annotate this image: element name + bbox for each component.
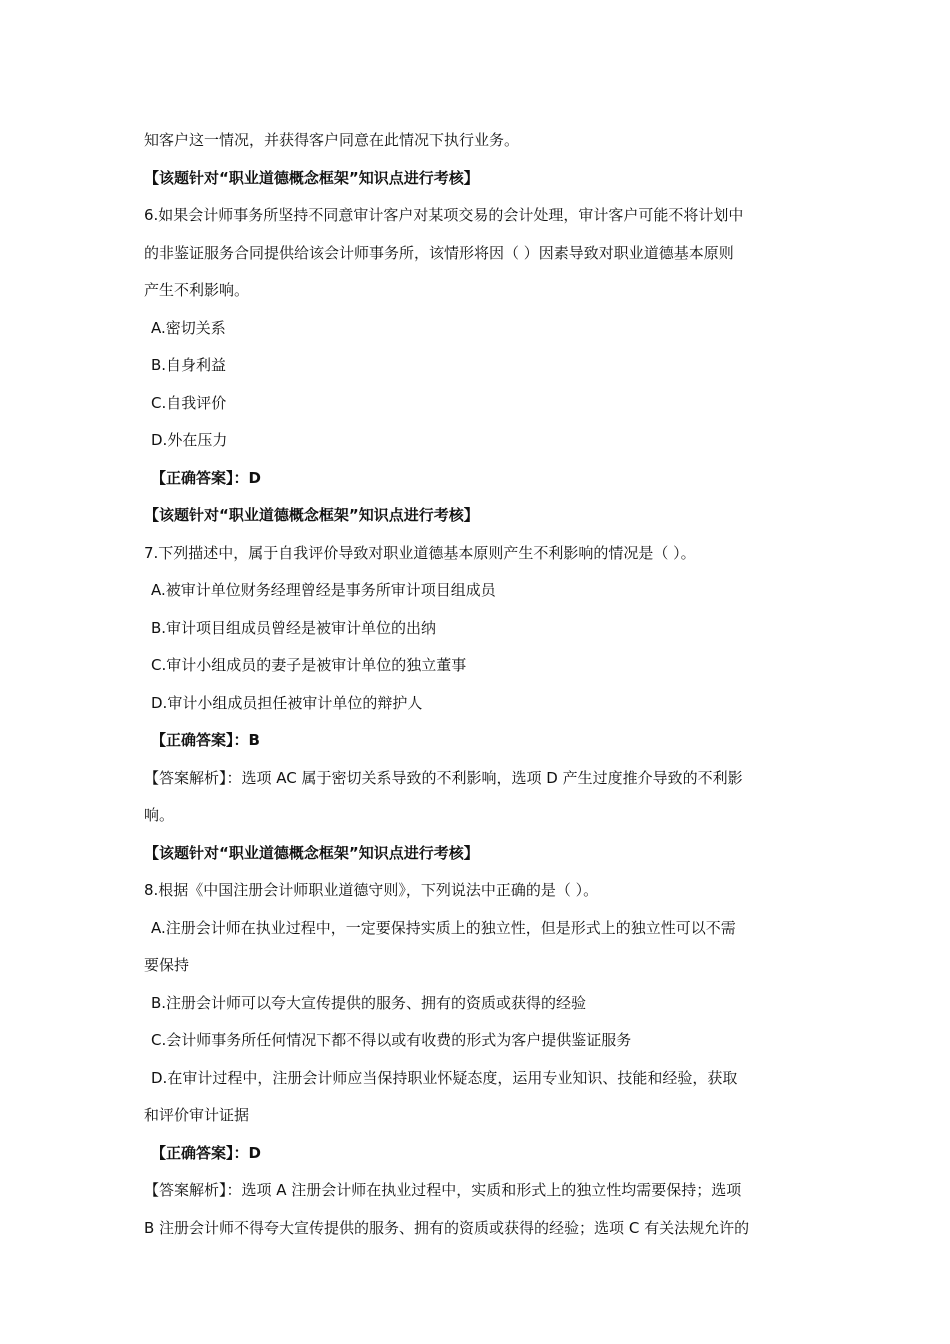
question-7-option-b: B.审计项目组成员曾经是被审计单位的出纳: [151, 618, 437, 637]
question-7-option-a: A.被审计单位财务经理曾经是事务所审计项目组成员: [151, 581, 496, 599]
question-8-analysis: 【答案解析】：选项 A 注册会计师在执业过程中，实质和形式上的独立性均需要保持；选项: [144, 1181, 742, 1199]
question-6-option-a: A.密切关系: [151, 318, 226, 337]
question-8-analysis: B 注册会计师不得夸大宣传提供的服务、拥有的资质或获得的经验；选项 C 有关法规允许的: [144, 1218, 750, 1237]
question-6-stem: 产生不利影响。: [144, 281, 250, 299]
question-7-answer: 【正确答案】：B: [151, 731, 260, 749]
question-7-option-c: C.审计小组成员的妻子是被审计单位的独立董事: [151, 656, 467, 674]
question-6-stem: 的非鉴证服务合同提供给该会计师事务所，该情形将因（ ）因素导致对职业道德基本原则: [144, 243, 734, 262]
question-6-answer: 【正确答案】：D: [151, 468, 261, 487]
question-6-option-b: B.自身利益: [151, 356, 227, 374]
document-page: [144, 122, 814, 1247]
question-6-option-c: C.自我评价: [151, 393, 227, 412]
question-7-option-d: D.审计小组成员担任被审计单位的辩护人: [151, 693, 423, 712]
question-8-answer: 【正确答案】：D: [151, 1143, 261, 1162]
topic-note: 【该题针对“职业道德概念框架”知识点进行考核】: [144, 168, 479, 187]
text-line: 知客户这一情况，并获得客户同意在此情况下执行业务。: [144, 131, 520, 149]
question-8-option-b: B.注册会计师可以夸大宣传提供的服务、拥有的资质或获得的经验: [151, 993, 587, 1012]
question-7-stem: 7.下列描述中，属于自我评价导致对职业道德基本原则产生不利影响的情况是（ ）。: [144, 543, 696, 562]
topic-note: 【该题针对“职业道德概念框架”知识点进行考核】: [144, 506, 479, 524]
topic-note: 【该题针对“职业道德概念框架”知识点进行考核】: [144, 843, 479, 862]
question-8-option-d: 和评价审计证据: [144, 1106, 250, 1124]
question-6-option-d: D.外在压力: [151, 431, 228, 449]
question-6-stem: 6.如果会计师事务所坚持不同意审计客户对某项交易的会计处理，审计客户可能不将计划中: [144, 206, 744, 224]
question-8-option-a: A.注册会计师在执业过程中，一定要保持实质上的独立性，但是形式上的独立性可以不需: [151, 918, 736, 937]
question-8-option-d: D.在审计过程中，注册会计师应当保持职业怀疑态度，运用专业知识、技能和经验，获取: [151, 1068, 738, 1087]
question-7-analysis: 【答案解析】：选项 AC 属于密切关系导致的不利影响，选项 D 产生过度推介导致的不利影: [144, 768, 743, 787]
question-8-stem: 8.根据《中国注册会计师职业道德守则》，下列说法中正确的是（ ）。: [144, 881, 599, 899]
question-7-analysis: 响。: [144, 806, 175, 824]
question-8-option-c: C.会计师事务所任何情况下都不得以或有收费的形式为客户提供鉴证服务: [151, 1031, 632, 1049]
question-8-option-a: 要保持: [144, 956, 190, 974]
